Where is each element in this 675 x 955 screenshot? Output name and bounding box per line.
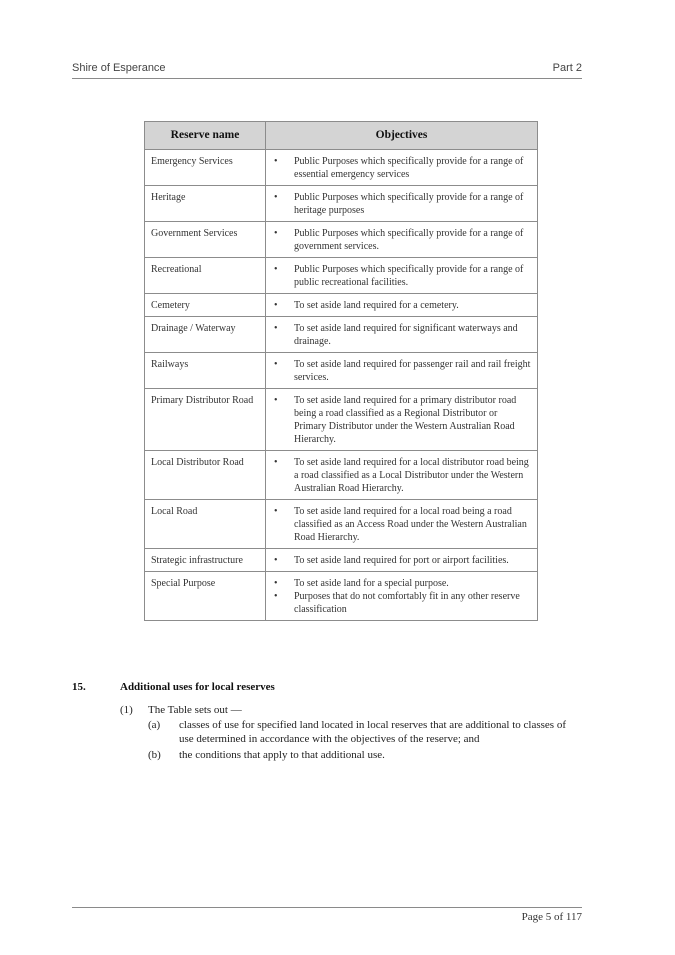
reserve-name-cell: Drainage / Waterway [145, 317, 266, 353]
objectives-list [272, 299, 531, 312]
objectives-list [272, 227, 531, 253]
table-row [145, 572, 538, 621]
objectives-cell [266, 500, 538, 549]
table-row [145, 222, 538, 258]
reserve-name-cell: Railways [145, 353, 266, 389]
paragraph-text: the conditions that apply to that additional use. [179, 749, 385, 761]
paragraph-label: (b) [148, 749, 161, 761]
header-part-label: Part 2 [552, 62, 582, 74]
objectives-list [272, 322, 531, 348]
reserve-name-cell: Heritage [145, 186, 266, 222]
page-footer [72, 907, 582, 926]
table-header-row [145, 122, 538, 150]
objectives-cell [266, 353, 538, 389]
section-title: Additional uses for local reserves [120, 681, 275, 693]
paragraph-text: classes of use for specified land located in local reserves that are additional to classes of use determined in accordance with the objectives of the reserve; and [179, 719, 566, 745]
objective-item: • To set aside land required for passenger rail and rail freight services. [272, 358, 531, 384]
objectives-cell [266, 549, 538, 572]
reserve-name-cell: Local Distributor Road [145, 451, 266, 500]
objective-item: • Public Purposes which specifically provide for a range of essential emergency services [272, 155, 531, 181]
objectives-cell [266, 389, 538, 451]
column-header-reserve-name: Reserve name [145, 122, 266, 150]
reserve-name-cell: Recreational [145, 258, 266, 294]
reserve-name-cell: Local Road [145, 500, 266, 549]
objectives-list [272, 394, 531, 446]
objectives-cell [266, 451, 538, 500]
objectives-cell [266, 258, 538, 294]
page-number: Page 5 of 117 [521, 911, 582, 923]
objective-item: • To set aside land for a special purpose. [272, 577, 531, 590]
paragraph-label: (a) [148, 719, 161, 731]
objectives-list [272, 191, 531, 217]
objective-item: • To set aside land required for a cemetery. [272, 299, 531, 312]
page-header [72, 62, 582, 79]
objective-item: • Public Purposes which specifically provide for a range of government services. [272, 227, 531, 253]
table-row [145, 353, 538, 389]
objectives-list [272, 358, 531, 384]
objectives-cell [266, 317, 538, 353]
reserve-name-cell: Special Purpose [145, 572, 266, 621]
objectives-list [272, 554, 531, 567]
reserve-name-cell: Primary Distributor Road [145, 389, 266, 451]
reserve-name-cell: Cemetery [145, 294, 266, 317]
subclause-number: (1) [120, 704, 133, 716]
table-body [145, 150, 538, 621]
objective-item: • To set aside land required for a local distributor road being a road classified as a Local Distributor under the Western Australian Road Hierarchy. [272, 456, 531, 495]
objective-item: • To set aside land required for a local road being a road classified as an Access Road under the Western Australian Road Hierarchy. [272, 505, 531, 544]
objective-item: • To set aside land required for port or airport facilities. [272, 554, 531, 567]
table-row [145, 258, 538, 294]
objectives-list [272, 456, 531, 495]
reserve-name-cell: Strategic infrastructure [145, 549, 266, 572]
objective-item: • To set aside land required for a primary distributor road being a road classified as a Regional Distributor or Primary Distributor under the Western Australian Road Hierarchy. [272, 394, 531, 446]
objectives-list [272, 505, 531, 544]
header-shire-name: Shire of Esperance [72, 62, 166, 74]
objective-item: • Public Purposes which specifically provide for a range of heritage purposes [272, 191, 531, 217]
objectives-cell [266, 186, 538, 222]
table-row [145, 317, 538, 353]
reserve-name-cell: Government Services [145, 222, 266, 258]
objectives-cell [266, 150, 538, 186]
section-number: 15. [72, 681, 86, 693]
objective-item: • Public Purposes which specifically provide for a range of public recreational facilities. [272, 263, 531, 289]
objectives-cell [266, 222, 538, 258]
reserve-objectives-table [144, 121, 538, 621]
objectives-list [272, 577, 531, 616]
table-row [145, 294, 538, 317]
table-row [145, 150, 538, 186]
objective-item: • To set aside land required for significant waterways and drainage. [272, 322, 531, 348]
table-row [145, 549, 538, 572]
column-header-objectives: Objectives [266, 122, 538, 150]
table-row [145, 500, 538, 549]
objectives-list [272, 263, 531, 289]
objectives-cell [266, 294, 538, 317]
reserve-name-cell: Emergency Services [145, 150, 266, 186]
table-row [145, 186, 538, 222]
subclause-text: The Table sets out — [148, 704, 242, 716]
table-row [145, 389, 538, 451]
objective-item: • Purposes that do not comfortably fit in any other reserve classification [272, 590, 531, 616]
objectives-cell [266, 572, 538, 621]
table-row [145, 451, 538, 500]
objectives-list [272, 155, 531, 181]
